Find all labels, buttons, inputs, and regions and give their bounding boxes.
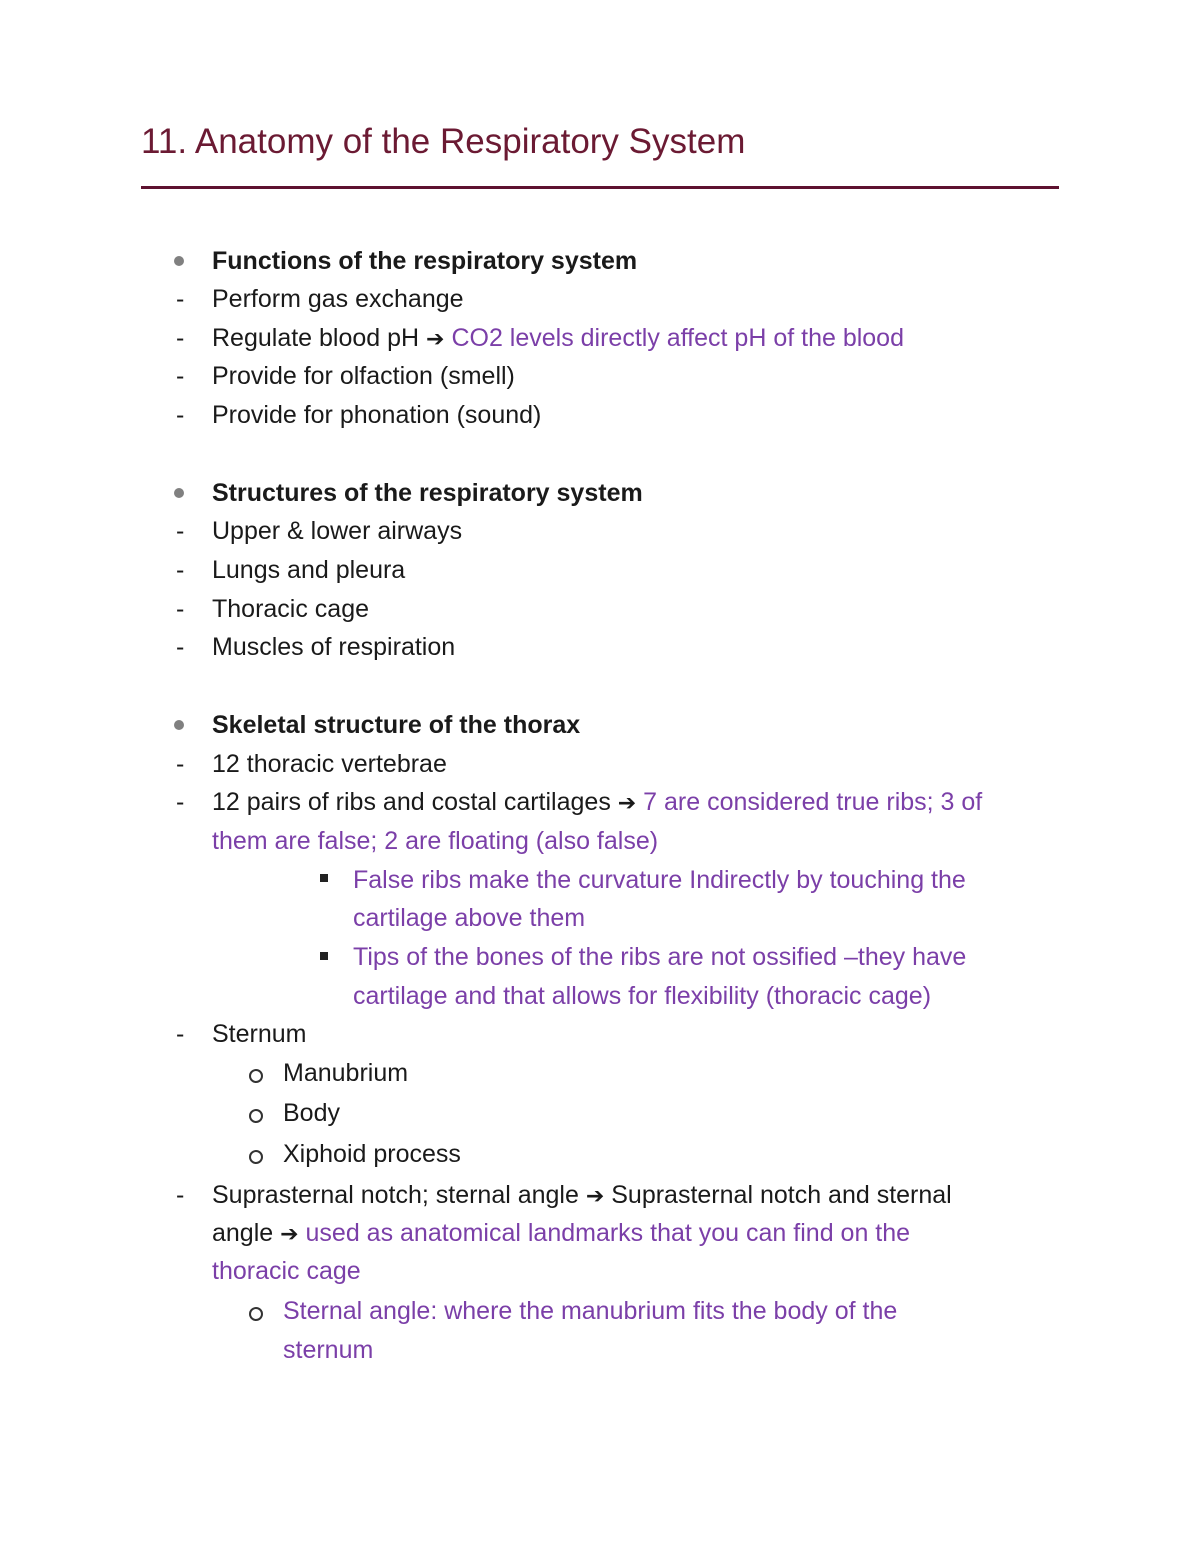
sub-note: Tips of the bones of the ribs are not ossified –they have: [353, 943, 967, 971]
section-heading-structures: Structures of the respiratory system: [212, 479, 643, 507]
dash-icon: -: [176, 401, 185, 429]
page-title: 11. Anatomy of the Respiratory System: [141, 122, 746, 161]
square-bullet-icon: [320, 874, 328, 882]
list-item: Thoracic cage: [212, 595, 370, 623]
sub-note: cartilage above them: [353, 904, 586, 932]
dash-icon: -: [176, 556, 185, 584]
dash-icon: -: [176, 324, 185, 352]
list-item: 12 pairs of ribs and costal cartilages ➔ 7 are considered true ribs; 3 of: [212, 788, 983, 816]
circle-bullet-icon: [249, 1150, 263, 1164]
dash-icon: -: [176, 633, 185, 661]
bullet-icon: [174, 488, 184, 498]
note-text: thoracic cage: [212, 1257, 361, 1285]
section-heading-functions: Functions of the respiratory system: [212, 247, 638, 275]
sub-note: False ribs make the curvature Indirectly by touching the: [353, 866, 966, 894]
circle-bullet-icon: [249, 1109, 263, 1123]
list-item: Sternum: [212, 1020, 307, 1048]
section-heading-skeletal: Skeletal structure of the thorax: [212, 711, 581, 739]
circle-bullet-icon: [249, 1069, 263, 1083]
list-item: Perform gas exchange: [212, 285, 464, 313]
note-text: CO2 levels directly affect pH of the blood: [451, 324, 904, 352]
list-item-continuation: angle ➔ used as anatomical landmarks that you can find on the: [212, 1219, 911, 1247]
dash-icon: -: [176, 285, 185, 313]
dash-icon: -: [176, 1020, 185, 1048]
list-item: Regulate blood pH ➔ CO2 levels directly affect pH of the blood: [212, 324, 904, 352]
dash-icon: -: [176, 1181, 185, 1209]
sternum-part: Body: [283, 1099, 340, 1127]
sub-note: Sternal angle: where the manubrium fits the body of the: [283, 1297, 898, 1325]
dash-icon: -: [176, 362, 185, 390]
dash-icon: -: [176, 788, 185, 816]
arrow-right-icon: ➔: [426, 326, 445, 351]
sub-note: sternum: [283, 1336, 374, 1364]
list-item: 12 thoracic vertebrae: [212, 750, 447, 778]
circle-bullet-icon: [249, 1307, 263, 1321]
dash-icon: -: [176, 595, 185, 623]
bullet-icon: [174, 256, 184, 266]
note-text: used as anatomical landmarks that you can find on the: [305, 1219, 911, 1247]
list-item: Provide for olfaction (smell): [212, 362, 515, 390]
bullet-icon: [174, 720, 184, 730]
arrow-right-icon: ➔: [280, 1221, 299, 1246]
sternum-part: Xiphoid process: [283, 1140, 461, 1168]
note-text: them are false; 2 are floating (also false): [212, 827, 659, 855]
title-divider: [141, 186, 1059, 189]
list-item: Suprasternal notch; sternal angle ➔ Suprasternal notch and sternal: [212, 1181, 952, 1209]
list-item: Lungs and pleura: [212, 556, 406, 584]
square-bullet-icon: [320, 952, 328, 960]
arrow-right-icon: ➔: [585, 1183, 605, 1208]
sternum-part: Manubrium: [283, 1059, 409, 1087]
arrow-right-icon: ➔: [617, 790, 637, 815]
list-item: Muscles of respiration: [212, 633, 456, 661]
list-item: Provide for phonation (sound): [212, 401, 542, 429]
note-text: 7 are considered true ribs; 3 of: [643, 788, 983, 816]
dash-icon: -: [176, 517, 185, 545]
dash-icon: -: [176, 750, 185, 778]
list-item: Upper & lower airways: [212, 517, 463, 545]
sub-note: cartilage and that allows for flexibility (thoracic cage): [353, 982, 932, 1010]
